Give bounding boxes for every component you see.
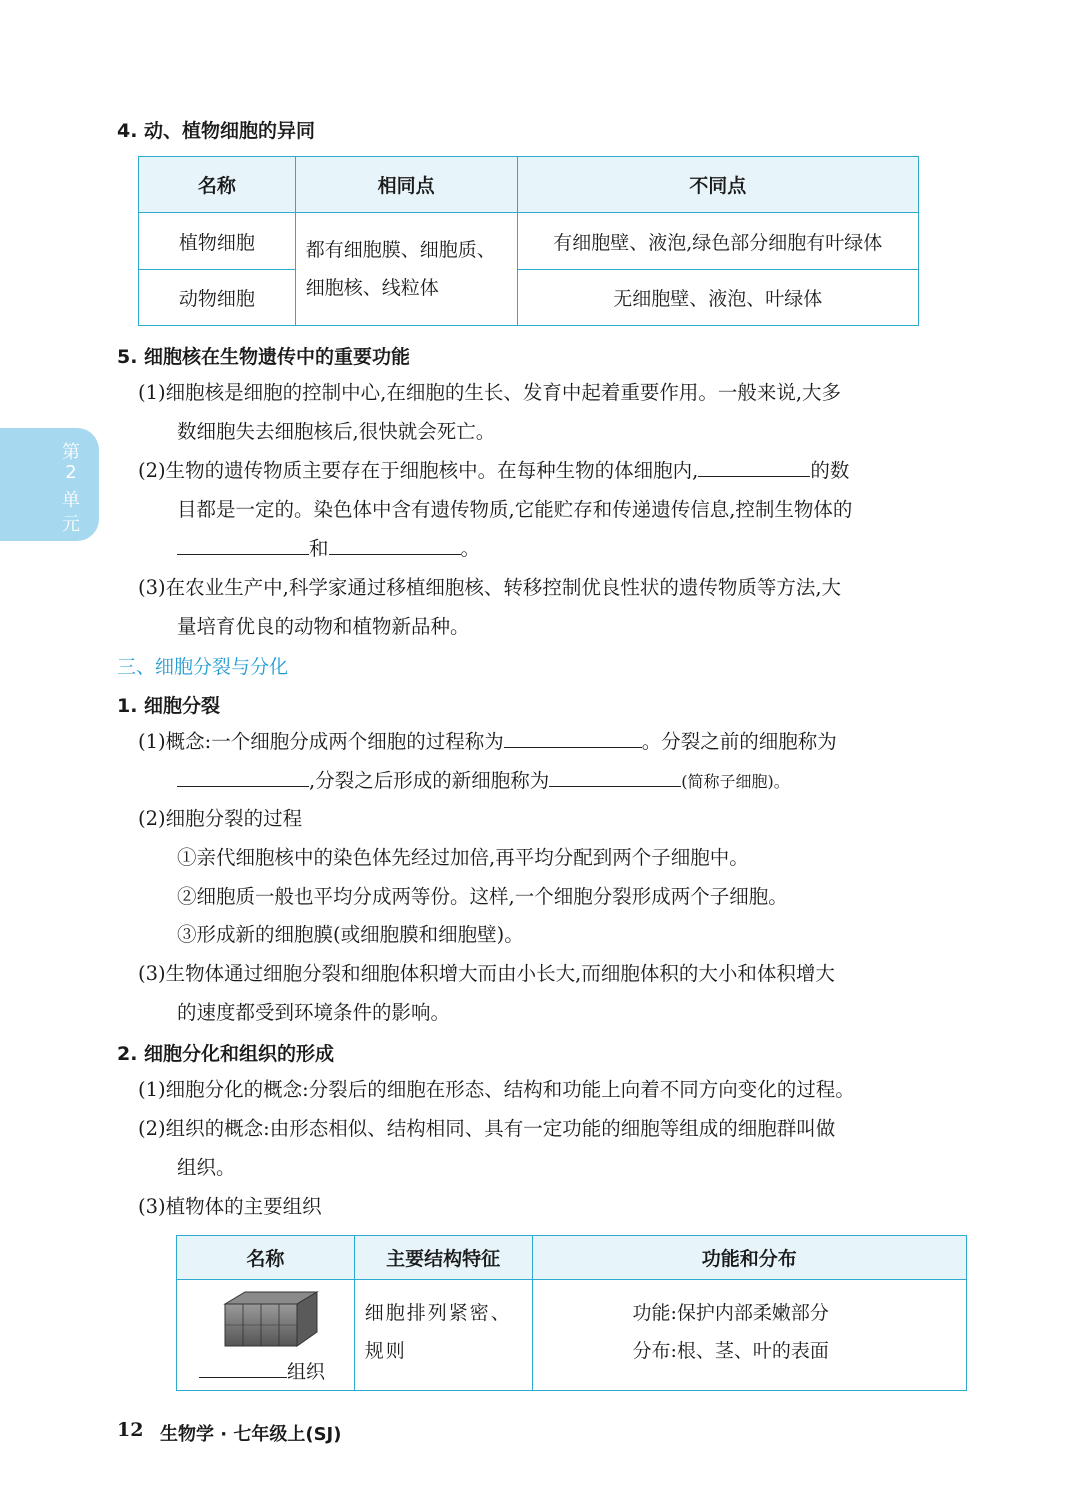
blank-daughter-cell[interactable] bbox=[549, 768, 681, 787]
blank-development[interactable] bbox=[329, 536, 461, 555]
division-step-2: ②细胞质一般也平均分成两等份。这样,一个细胞分裂形成两个子细胞。 bbox=[177, 885, 788, 908]
differentiation-p2-line2: 组织。 bbox=[177, 1156, 236, 1179]
blank-tissue-name[interactable] bbox=[199, 1359, 287, 1378]
s5-p2-text-a: (2)生物的遗传物质主要存在于细胞核中。在每种生物的体细胞内, bbox=[138, 459, 699, 482]
s5-p2-line1 bbox=[138, 458, 849, 484]
division-title: 1. 细胞分裂 bbox=[117, 695, 221, 717]
tissue-function-cell bbox=[532, 1280, 967, 1391]
division-c1-text-d: (简称子细胞)。 bbox=[681, 772, 790, 791]
s5-p3-line2: 量培育优良的动物和植物新品种。 bbox=[177, 615, 470, 638]
row-animal-cell: 动物细胞 bbox=[139, 270, 296, 326]
s5-p2-line3 bbox=[177, 536, 480, 562]
differentiation-title: 2. 细胞分化和组织的形成 bbox=[117, 1043, 335, 1065]
division-c1-text-a: (1)概念:一个细胞分成两个细胞的过程称为 bbox=[138, 730, 504, 753]
division-c1-text-c: ,分裂之后形成的新细胞称为 bbox=[309, 769, 550, 792]
animal-diff-cell: 无细胞壁、液泡、叶绿体 bbox=[517, 270, 918, 326]
table-header-name: 名称 bbox=[139, 157, 296, 213]
section-5-title: 5. 细胞核在生物遗传中的重要功能 bbox=[117, 346, 411, 368]
plant-tissue-table bbox=[176, 1235, 967, 1391]
s5-p3-line1: (3)在农业生产中,科学家通过移植细胞核、转移控制优良性状的遗传物质等方法,大 bbox=[138, 576, 842, 599]
book-title: 生物学 · 七年级上(SJ) bbox=[160, 1424, 342, 1445]
cell-comparison-table bbox=[138, 156, 919, 326]
tissue-name-line bbox=[199, 1357, 325, 1384]
blank-chromosome[interactable] bbox=[698, 458, 810, 477]
section-4-title: 4. 动、植物细胞的异同 bbox=[117, 120, 316, 142]
s5-and: 和 bbox=[309, 537, 329, 560]
differentiation-p1: (1)细胞分化的概念:分裂后的细胞在形态、结构和功能上向着不同方向变化的过程。 bbox=[138, 1078, 855, 1101]
division-p2: (2)细胞分裂的过程 bbox=[138, 807, 303, 830]
tissue-name-cell bbox=[177, 1280, 355, 1391]
differentiation-p3: (3)植物体的主要组织 bbox=[138, 1195, 322, 1218]
blank-growth[interactable] bbox=[177, 536, 309, 555]
s5-p2-text-b: 的数 bbox=[810, 459, 850, 482]
division-c1-line2 bbox=[177, 768, 790, 795]
differentiation-p2-line1: (2)组织的概念:由形态相似、结构相同、具有一定功能的细胞等组成的细胞群叫做 bbox=[138, 1117, 836, 1140]
s5-p2-line2: 目都是一定的。染色体中含有遗传物质,它能贮存和传递遗传信息,控制生物体的 bbox=[177, 498, 853, 521]
tissue-name-suffix: 组织 bbox=[287, 1361, 326, 1383]
division-c1-text-b: 。分裂之前的细胞称为 bbox=[641, 730, 837, 753]
table-header-common: 相同点 bbox=[295, 157, 517, 213]
blank-mother-cell[interactable] bbox=[177, 768, 309, 787]
common-line-1: 都有细胞膜、细胞质、 bbox=[305, 239, 496, 261]
tissue-feature-line2: 规则 bbox=[364, 1340, 407, 1362]
side-tab-char-2: 2 bbox=[65, 462, 77, 483]
tissue-feature-line1: 细胞排列紧密、 bbox=[364, 1302, 512, 1324]
division-c1-line1 bbox=[138, 729, 837, 755]
tissue-header-function: 功能和分布 bbox=[532, 1236, 967, 1280]
tissue-feature-cell bbox=[354, 1280, 532, 1391]
division-step-3: ③形成新的细胞膜(或细胞膜和细胞壁)。 bbox=[177, 923, 524, 946]
side-tab-char-1: 第 bbox=[62, 442, 80, 463]
division-p3-line2: 的速度都受到环境条件的影响。 bbox=[177, 1001, 451, 1024]
s5-end: 。 bbox=[460, 537, 481, 560]
tissue-function-line1: 功能:保护内部柔嫩部分 bbox=[632, 1302, 829, 1324]
page-number: 12 bbox=[117, 1419, 144, 1441]
tissue-header-feature: 主要结构特征 bbox=[354, 1236, 532, 1280]
row-plant-cell: 植物细胞 bbox=[139, 213, 296, 270]
common-points-cell bbox=[295, 213, 517, 326]
tissue-function-line2: 分布:根、茎、叶的表面 bbox=[632, 1340, 829, 1362]
plant-diff-cell: 有细胞壁、液泡,绿色部分细胞有叶绿体 bbox=[517, 213, 918, 270]
common-line-2: 细胞核、线粒体 bbox=[305, 277, 439, 299]
s5-p1-line1: (1)细胞核是细胞的控制中心,在细胞的生长、发育中起着重要作用。一般来说,大多 bbox=[138, 381, 842, 404]
tissue-block-icon bbox=[221, 1290, 321, 1350]
tissue-header-name: 名称 bbox=[177, 1236, 355, 1280]
division-p3-line1: (3)生物体通过细胞分裂和细胞体积增大而由小长大,而细胞体积的大小和体积增大 bbox=[138, 962, 835, 985]
division-step-1: ①亲代细胞核中的染色体先经过加倍,再平均分配到两个子细胞中。 bbox=[177, 846, 749, 869]
table-header-diff: 不同点 bbox=[517, 157, 918, 213]
section-three-title: 三、细胞分裂与分化 bbox=[117, 656, 289, 678]
side-tab-char-3: 单 bbox=[62, 490, 80, 511]
side-tab-char-4: 元 bbox=[62, 514, 80, 535]
unit-side-tab bbox=[0, 428, 99, 541]
s5-p1-line2: 数细胞失去细胞核后,很快就会死亡。 bbox=[177, 420, 496, 443]
blank-cell-division[interactable] bbox=[504, 729, 642, 748]
